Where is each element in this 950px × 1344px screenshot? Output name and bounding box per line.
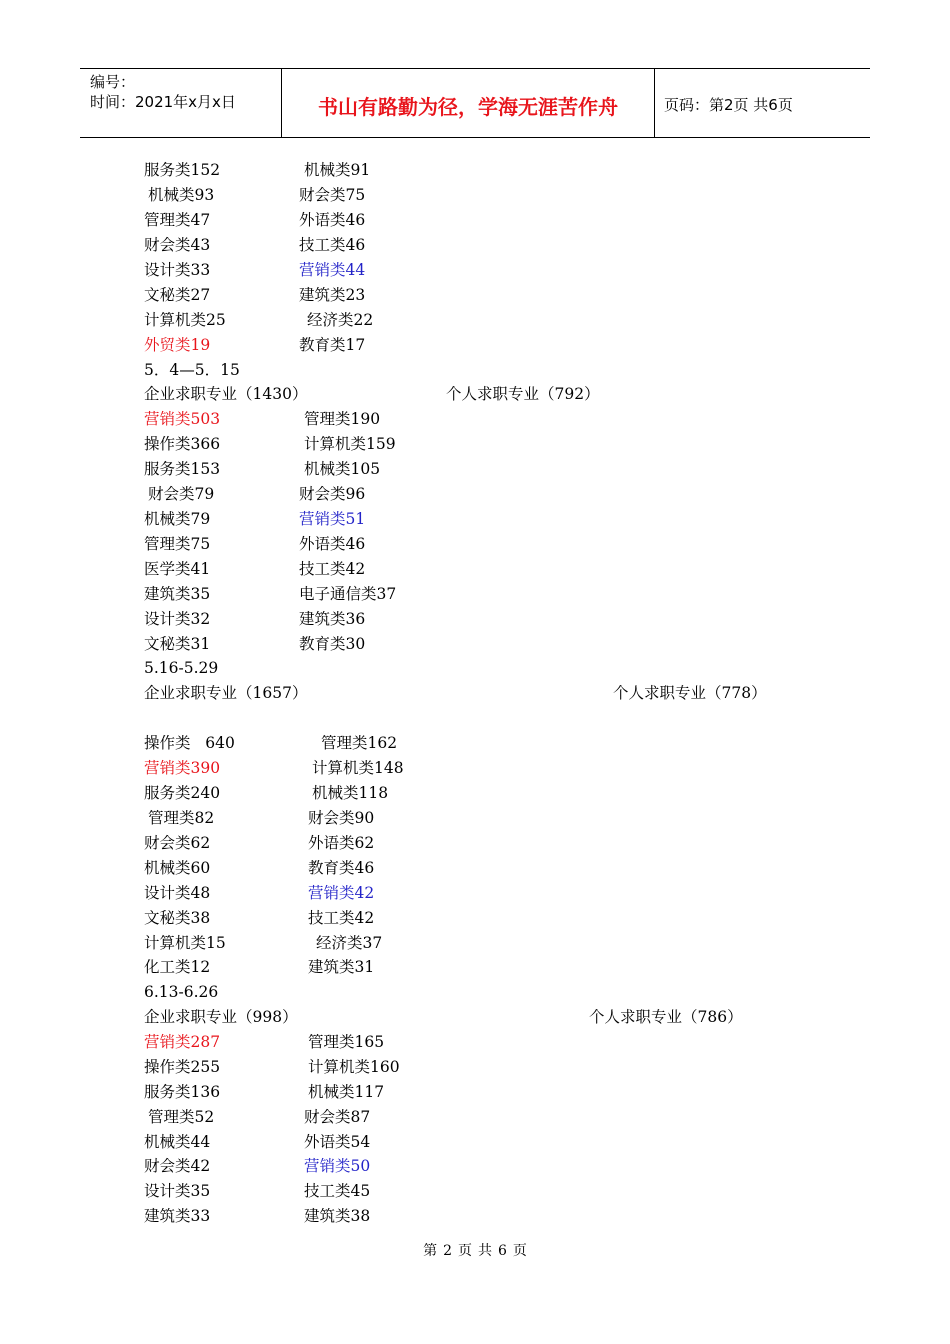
- list-item-right: 建筑类38: [304, 1207, 371, 1225]
- list-item-left: 管理类52: [148, 1108, 215, 1126]
- list-item-right: 技工类42: [308, 909, 375, 927]
- list-item-right: 机械类117: [308, 1083, 385, 1101]
- number-label: 编号：: [90, 73, 136, 91]
- list-item-left: 操作类255: [144, 1058, 221, 1076]
- list-item-left-highlight: 营销类287: [144, 1033, 221, 1051]
- list-item-left: 医学类41: [144, 560, 211, 578]
- list-item-right: 财会类87: [304, 1108, 371, 1126]
- list-item-left: 服务类153: [144, 460, 221, 478]
- list-item-left: 机械类60: [144, 859, 211, 877]
- list-item-right: 技工类42: [299, 560, 366, 578]
- list-item-right-highlight: 营销类44: [299, 261, 366, 279]
- header-page-info: 页码：第2页 共6页: [664, 96, 793, 114]
- header-divider: [654, 69, 655, 137]
- footer-text: 第: [423, 1243, 438, 1259]
- list-item-left-highlight: 外贸类19: [144, 336, 211, 354]
- personal-heading: 个人求职专业（792）: [446, 385, 600, 403]
- list-item-right: 外语类46: [299, 211, 366, 229]
- list-item-right: 外语类62: [308, 834, 375, 852]
- list-item-left: 计算机类25: [144, 311, 226, 329]
- list-item-right: 管理类190: [304, 410, 381, 428]
- list-item-right: 管理类165: [308, 1033, 385, 1051]
- list-item-left: 服务类240: [144, 784, 221, 802]
- list-item-left: 管理类75: [144, 535, 211, 553]
- list-item-right: 外语类54: [304, 1133, 371, 1151]
- list-item-left: 设计类32: [144, 610, 211, 628]
- list-item-left: 管理类47: [144, 211, 211, 229]
- list-item-right: 建筑类23: [299, 286, 366, 304]
- list-item-left: 管理类82: [148, 809, 215, 827]
- list-item-right-highlight: 营销类42: [308, 884, 375, 902]
- list-item-left-highlight: 营销类390: [144, 759, 221, 777]
- header-motto: 书山有路勤为径，学海无涯苦作舟: [318, 95, 618, 119]
- list-item-left: 建筑类33: [144, 1207, 211, 1225]
- list-item-right: 建筑类36: [299, 610, 366, 628]
- list-item-right: 计算机类160: [308, 1058, 400, 1076]
- period-date: 6.13-6.26: [144, 983, 219, 1001]
- list-item-left: 操作类366: [144, 435, 221, 453]
- list-item-left: 机械类93: [148, 186, 215, 204]
- period-date: 5．4—5．15: [144, 361, 240, 379]
- list-item-left: 化工类12: [144, 958, 211, 976]
- list-item-right: 外语类46: [299, 535, 366, 553]
- list-item-left: 机械类79: [144, 510, 211, 528]
- period-date: 5.16-5.29: [144, 659, 219, 677]
- list-item-left: 财会类62: [144, 834, 211, 852]
- list-item-right: 教育类17: [299, 336, 366, 354]
- list-item-right: 计算机类159: [304, 435, 396, 453]
- personal-heading: 个人求职专业（778）: [613, 684, 767, 702]
- list-item-left: 设计类33: [144, 261, 211, 279]
- time-label: 时间：2021年x月x日: [90, 93, 236, 111]
- list-item-left: 机械类44: [144, 1133, 211, 1151]
- list-item-left: 文秘类38: [144, 909, 211, 927]
- list-item-right: 管理类162: [321, 734, 398, 752]
- footer-text: 页: [458, 1243, 472, 1259]
- list-item-right: 财会类90: [308, 809, 375, 827]
- list-item-left: 服务类136: [144, 1083, 221, 1101]
- list-item-left: 计算机类15: [144, 934, 226, 952]
- list-item-left-highlight: 营销类503: [144, 410, 221, 428]
- list-item-left: 建筑类35: [144, 585, 211, 603]
- list-item-right: 经济类22: [307, 311, 374, 329]
- list-item-right: 技工类46: [299, 236, 366, 254]
- list-item-left: 操作类 640: [144, 734, 235, 752]
- list-item-left: 财会类79: [148, 485, 215, 503]
- page-footer: [0, 1240, 950, 1260]
- list-item-left: 财会类43: [144, 236, 211, 254]
- list-item-right: 财会类96: [299, 485, 366, 503]
- list-item-right: 电子通信类37: [299, 585, 397, 603]
- list-item-right: 经济类37: [316, 934, 383, 952]
- list-item-right: 机械类91: [304, 161, 371, 179]
- personal-heading: 个人求职专业（786）: [589, 1008, 743, 1026]
- footer-total-pages: 6: [498, 1243, 507, 1259]
- list-item-right-highlight: 营销类50: [304, 1157, 371, 1175]
- list-item-left: 服务类152: [144, 161, 221, 179]
- company-heading: 企业求职专业（1657）: [144, 684, 308, 702]
- footer-text: 页: [512, 1243, 527, 1259]
- list-item-right: 技工类45: [304, 1182, 371, 1200]
- list-item-left: 文秘类31: [144, 635, 211, 653]
- list-item-left: 设计类48: [144, 884, 211, 902]
- header-meta: [90, 72, 236, 112]
- list-item-right: 机械类105: [304, 460, 381, 478]
- list-item-right: 建筑类31: [308, 958, 375, 976]
- page-header: [80, 68, 870, 138]
- list-item-right-highlight: 营销类51: [299, 510, 366, 528]
- list-item-right: 财会类75: [299, 186, 366, 204]
- list-item-left: 文秘类27: [144, 286, 211, 304]
- list-item-left: 财会类42: [144, 1157, 211, 1175]
- list-item-right: 计算机类148: [312, 759, 404, 777]
- list-item-left: 设计类35: [144, 1182, 211, 1200]
- footer-text: 共: [478, 1243, 492, 1259]
- list-item-right: 教育类30: [299, 635, 366, 653]
- list-item-right: 机械类118: [312, 784, 389, 802]
- company-heading: 企业求职专业（998）: [144, 1008, 298, 1026]
- list-item-right: 教育类46: [308, 859, 375, 877]
- footer-page-number: 2: [443, 1243, 452, 1259]
- company-heading: 企业求职专业（1430）: [144, 385, 308, 403]
